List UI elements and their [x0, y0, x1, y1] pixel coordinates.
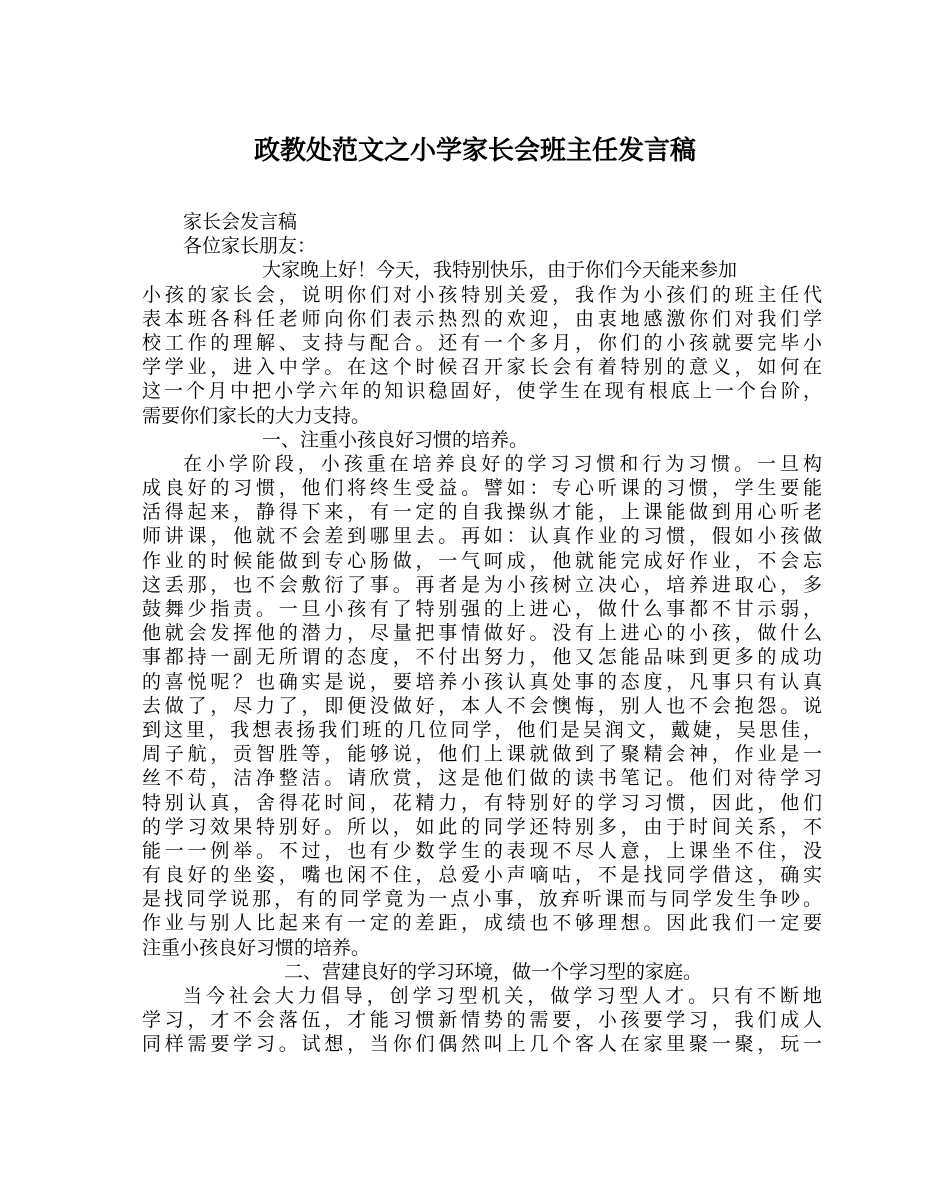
section-heading: 一、注重小孩良好习惯的培养。 — [262, 428, 529, 451]
text-line: 在小学阶段，小孩重在培养良好的学习习惯和行为习惯。一旦构 — [183, 452, 822, 475]
text-line: 作业的时候能做到专心肠做，一气呵成，他就能完成好作业，不会忘 — [142, 549, 822, 572]
text-line: 周子航，贡智胜等，能够说，他们上课就做到了聚精会神，作业是一 — [142, 743, 822, 766]
text-line: 这丢那，也不会敷衍了事。再者是为小孩树立决心，培养进取心，多 — [142, 573, 822, 596]
text-line: 到这里，我想表扬我们班的几位同学，他们是吴润文，戴婕，吴思佳， — [142, 718, 822, 741]
text-line: 是找同学说那，有的同学竟为一点小事，放弃听课而与同学发生争吵。 — [142, 888, 822, 911]
text-line: 的喜悦呢？也确实是说，要培养小孩认真处事的态度，凡事只有认真 — [142, 670, 822, 693]
text-line: 特别认真，舍得花时间，花精力，有特别好的学习习惯，因此，他们 — [142, 791, 822, 814]
text-line: 作业与别人比起来有一定的差距，成绩也不够理想。因此我们一定要 — [142, 912, 822, 935]
text-line: 去做了，尽力了，即便没做好，本人不会懊悔，别人也不会抱怨。说 — [142, 694, 822, 717]
text-line: 丝不苟，洁净整洁。请欣赏，这是他们做的读书笔记。他们对待学习 — [142, 767, 822, 790]
text-line: 有良好的坐姿，嘴也闲不住，总爱小声嘀咕，不是找同学借这，确实 — [142, 864, 822, 887]
text-line: 事都持一副无所谓的态度，不付出努力，他又怎能品味到更多的成功 — [142, 646, 822, 669]
text-line: 校工作的理解、支持与配合。还有一个多月，你们的小孩就要完毕小 — [142, 331, 822, 354]
text-line: 学学业，进入中学。在这个时候召开家长会有着特别的意义，如何在 — [142, 356, 822, 379]
text-line: 需要你们家长的大力支持。 — [142, 404, 371, 427]
text-line: 各位家长朋友： — [183, 235, 317, 258]
text-line: 小孩的家长会，说明你们对小孩特别关爱，我作为小孩们的班主任代 — [142, 283, 822, 306]
text-line: 注重小孩良好习惯的培养。 — [142, 936, 371, 959]
text-line: 家长会发言稿 — [183, 211, 298, 233]
text-line: 成良好的习惯，他们将终生受益。譬如：专心听课的习惯，学生要能 — [142, 477, 822, 500]
text-line: 鼓舞少指责。一旦小孩有了特别强的上进心，做什么事都不甘示弱， — [142, 598, 822, 620]
text-line: 表本班各科任老师向你们表示热烈的欢迎，由衷地感激你们对我们学 — [142, 307, 822, 330]
document-title: 政教处范文之小学家长会班主任发言稿 — [253, 136, 696, 166]
text-line: 的学习效果特别好。所以，如此的同学还特别多，由于时间关系，不 — [142, 815, 822, 838]
text-line: 能一一例举。不过，也有少数学生的表现不尽人意，上课坐不住，没 — [142, 839, 822, 862]
document-body — [142, 210, 822, 1057]
section-heading: 二、营建良好的学习环境，做一个学习型的家庭。 — [284, 960, 703, 983]
text-line: 活得起来，静得下来，有一定的自我操纵才能，上课能做到用心听老 — [142, 501, 822, 524]
text-line: 当今社会大力倡导，创学习型机关，做学习型人才。只有不断地 — [183, 985, 822, 1007]
text-line: 这一个月中把小学六年的知识稳固好，使学生在现有根底上一个台阶， — [142, 380, 822, 403]
text-line: 同样需要学习。试想，当你们偶然叫上几个客人在家里聚一聚，玩一 — [142, 1033, 822, 1056]
text-line: 学习，才不会落伍，才能习惯新情势的需要，小孩要学习，我们成人 — [142, 1009, 822, 1032]
text-line: 他就会发挥他的潜力，尽量把事情做好。没有上进心的小孩，做什么 — [142, 622, 822, 645]
text-line: 大家晚上好！今天，我特别快乐，由于你们今天能来参加 — [262, 259, 738, 282]
text-line: 师讲课，他就不会差到哪里去。再如：认真作业的习惯，假如小孩做 — [142, 525, 822, 548]
